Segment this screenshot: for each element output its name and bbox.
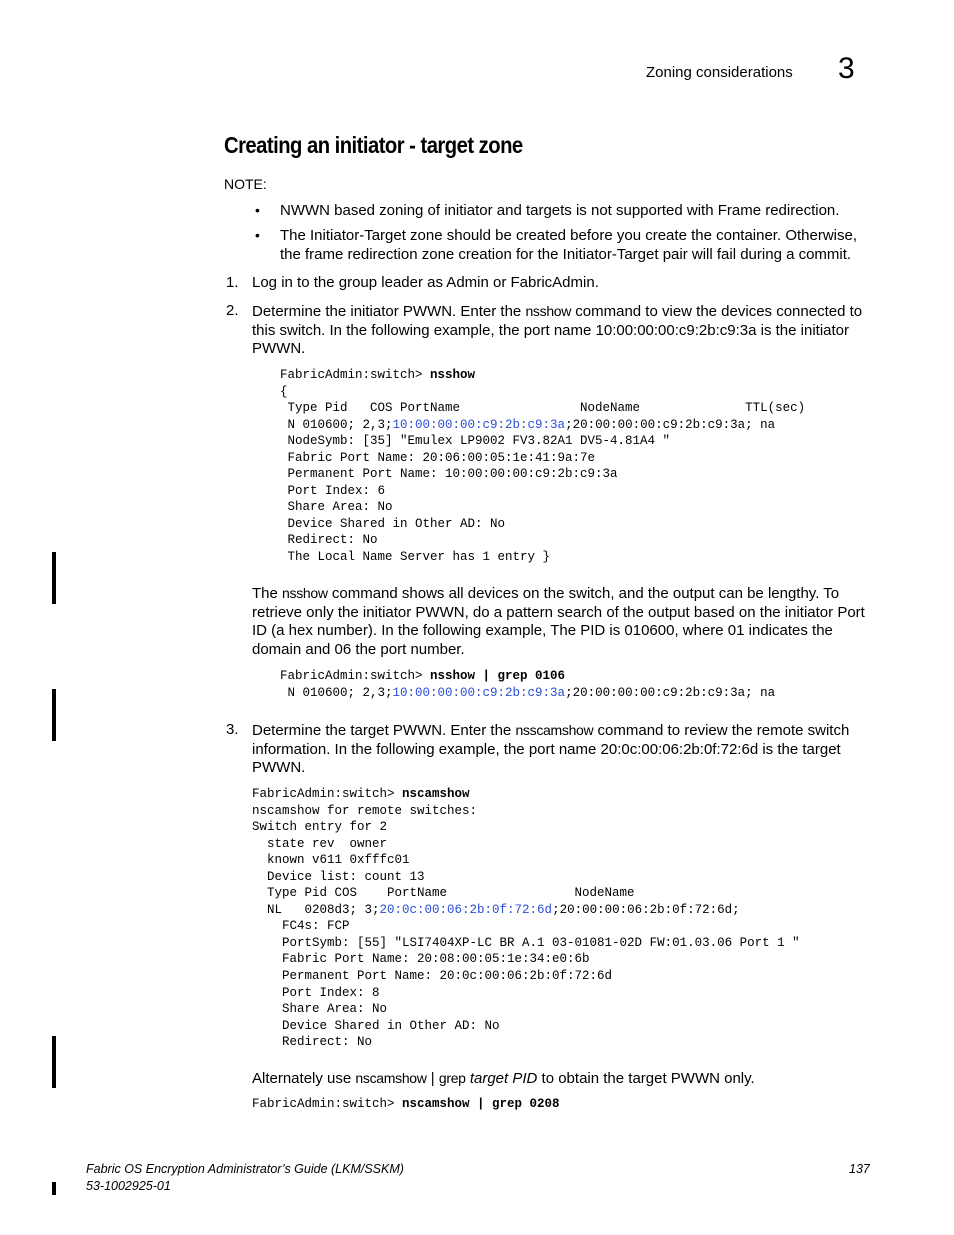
command-name: grep xyxy=(438,1070,466,1086)
step-number: 1. xyxy=(226,274,239,291)
footer-doc-info xyxy=(86,1161,404,1195)
bullet-marker: • xyxy=(255,227,260,243)
step-number: 3. xyxy=(226,721,239,738)
footer-doc-number: 53-1002925-01 xyxy=(86,1179,171,1193)
section-title: Creating an initiator - target zone xyxy=(224,132,523,158)
code-command: nscamshow xyxy=(402,787,470,801)
step-3-text: Determine the target PWWN. Enter the nsscamshow command to review the remote switch information. In the following example, the port name 20:0c:00:06:2b:0f:72:6d is the target PWWN. xyxy=(252,722,850,777)
alternate-explanation: Alternately use nscamshow | grep target PID to obtain the target PWWN only. xyxy=(252,1070,755,1087)
change-bar xyxy=(52,689,56,741)
pwwn-link[interactable]: 10:00:00:00:c9:2b:c9:3a xyxy=(392,417,566,432)
code-command: nsshow | grep 0106 xyxy=(430,669,566,683)
code-command: nsshow xyxy=(430,368,476,382)
step-2-text: Determine the initiator PWWN. Enter the nsshow command to view the devices connected to this switch. In the following example, the port name 10:00:00:00:c9:2b:c9:3a is the initiator PWWN. xyxy=(252,303,863,358)
code-block-nscamshow: FabricAdmin:switch> nscamshow nscamshow for remote switches: Switch entry for 2 state rev owner known v611 0xfffc01 Device list: count 13 Type Pid COS PortName NodeName NL 0208d3; 3;20:0c:00:06:2b:0f:72:6d;20:00:00:06:2b:0f:72:6d; FC4s: FCP PortSymb: [55] "LSI7404XP-LC BR A.1 03-01081-02D FW:01.03.06 Port 1 " Fabric Port Name: 20:08:00:05:1e:34:e0:6b Permanent Port Name: 20:0c:00:06:2b:0f:72:6d Port Index: 8 Share Area: No Device Shared in Other AD: No Redirect: No xyxy=(252,787,800,1050)
step-1-text: Log in to the group leader as Admin or FabricAdmin. xyxy=(252,274,599,291)
bullet-marker: • xyxy=(255,202,260,218)
command-name: nsscamshow xyxy=(515,722,594,738)
step-number: 2. xyxy=(226,302,239,319)
note-label: NOTE: xyxy=(224,176,267,192)
code-block-nscamshow-grep: FabricAdmin:switch> nscamshow | grep 0208 xyxy=(252,1097,560,1111)
code-block-grep: FabricAdmin:switch> nsshow | grep 0106 N 010600; 2,3;10:00:00:00:c9:2b:c9:3a;20:00:00:00:c9:2b:c9:3a; na xyxy=(280,669,776,700)
chapter-number: 3 xyxy=(838,52,855,85)
note-bullet-2: The Initiator-Target zone should be created before you create the container. Otherwise, the frame redirection zone creation for the Initiator-Target pair will fail during a commit. xyxy=(280,227,858,263)
change-bar xyxy=(52,552,56,604)
note-bullet-1: NWWN based zoning of initiator and targets is not supported with Frame redirection. xyxy=(280,202,840,219)
footer-doc-title: Fabric OS Encryption Administrator’s Guide (LKM/SSKM) xyxy=(86,1162,404,1176)
command-name: nsshow xyxy=(282,585,328,601)
footer-page-number: 137 xyxy=(849,1162,870,1176)
change-bar xyxy=(52,1036,56,1088)
running-header-title: Zoning considerations xyxy=(646,64,793,81)
change-bar xyxy=(52,1182,56,1195)
command-name: nsshow xyxy=(525,303,572,319)
code-command: nscamshow | grep 0208 xyxy=(402,1097,560,1111)
command-name: nscamshow xyxy=(355,1070,427,1086)
code-block-nsshow: FabricAdmin:switch> nsshow { Type Pid COS PortName NodeName TTL(sec) N 010600; 2,3;10:00:00:00:c9:2b:c9:3a;20:00:00:00:c9:2b:c9:3a; na NodeSymb: [35] "Emulex LP9002 FV3.82A1 DV5-4.81A4 " Fabric Port Name: 20:06:00:05:1e:41:9a:7e Permanent Port Name: 10:00:00:00:c9:2b:c9:3a Port Index: 6 Share Area: No Device Shared in Other AD: No Redirect: No The Local Name Server has 1 entry } xyxy=(280,368,806,565)
pwwn-link[interactable]: 20:0c:00:06:2b:0f:72:6d xyxy=(379,902,553,917)
argument-placeholder: target PID xyxy=(465,1070,538,1087)
pwwn-link[interactable]: 10:00:00:00:c9:2b:c9:3a xyxy=(392,685,566,700)
nsshow-explanation: The nsshow command shows all devices on the switch, and the output can be lengthy. To retrieve only the initiator PWWN, do a pattern search of the output based on the initiator Port ID (a hex number). In the following example, The PID is 010600, where 01 indicates the domain and 06 the port number. xyxy=(252,585,865,658)
